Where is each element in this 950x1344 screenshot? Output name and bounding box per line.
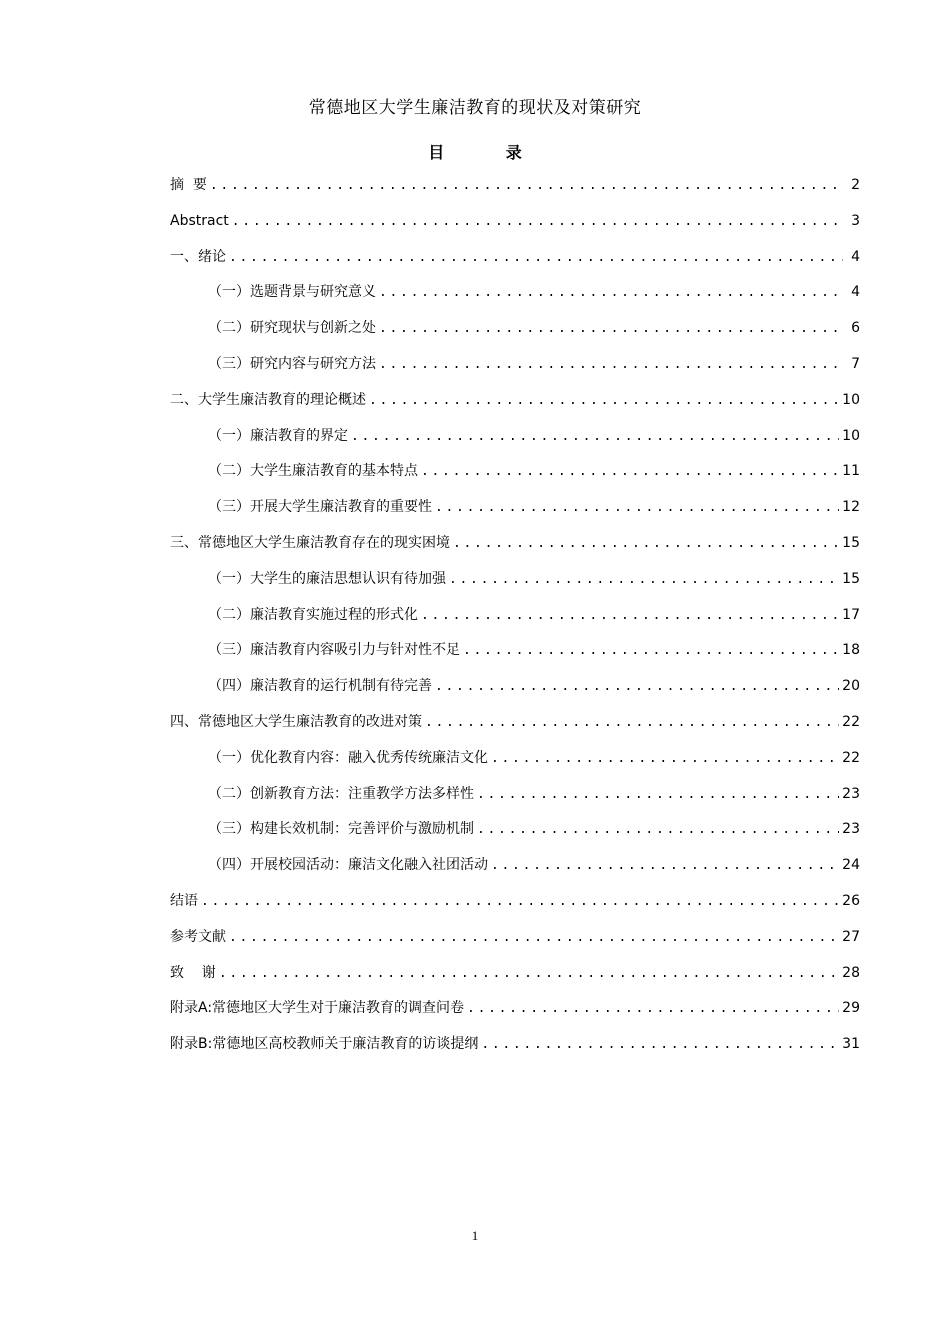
toc-entry-page: 3 [851, 212, 860, 229]
toc-entry-page: 29 [842, 1000, 860, 1017]
toc-entry-page: 7 [851, 355, 860, 372]
toc-entry-page: 10 [842, 391, 860, 408]
toc-dot-leader [467, 991, 839, 1027]
page-number: 1 [471, 1228, 479, 1243]
toc-dot-leader [477, 812, 839, 848]
toc-entry-page: 28 [842, 964, 860, 981]
toc-entry-label: 结语 [170, 892, 198, 909]
toc-entry-label: 四、常德地区大学生廉洁教育的改进对策 [170, 713, 422, 730]
toc-entry-label: Abstract [170, 212, 229, 229]
toc-entry-page: 18 [842, 642, 860, 659]
toc-entry-page: 4 [851, 248, 860, 265]
toc-entry[interactable] [170, 526, 860, 562]
toc-dot-leader [232, 204, 843, 240]
toc-entry[interactable] [170, 741, 860, 777]
toc-entry-page: 24 [842, 857, 860, 874]
toc-entry[interactable] [170, 669, 860, 705]
toc-entry[interactable] [170, 347, 860, 383]
toc-dot-leader [491, 848, 839, 884]
toc-entry-label: 三、常德地区大学生廉洁教育存在的现实困境 [170, 534, 450, 551]
toc-entry-label: （二）大学生廉洁教育的基本特点 [208, 463, 418, 480]
toc-entry-page: 22 [842, 749, 860, 766]
toc-entry-label: （二）创新教育方法：注重教学方法多样性 [208, 785, 474, 802]
toc-entry[interactable] [170, 168, 860, 204]
toc-entry-label: 致 谢 [170, 964, 216, 981]
toc-entry[interactable] [170, 884, 860, 920]
toc-entry-label: 附录A:常德地区大学生对于廉洁教育的调查问卷 [170, 1000, 465, 1017]
toc-dot-leader [201, 884, 839, 920]
toc-dot-leader [379, 311, 843, 347]
toc-dot-leader [435, 490, 839, 526]
toc-entry[interactable] [170, 311, 860, 347]
toc-entry-label: （三）廉洁教育内容吸引力与针对性不足 [208, 642, 460, 659]
toc-dot-leader [351, 419, 839, 455]
toc-dot-leader [210, 168, 843, 204]
toc-entry-label: （四）开展校园活动：廉洁文化融入社团活动 [208, 857, 488, 874]
toc-entry-page: 20 [842, 678, 860, 695]
toc-dot-leader [481, 1027, 839, 1063]
toc-entry-page: 26 [842, 892, 860, 909]
toc-dot-leader [491, 741, 839, 777]
toc-entry[interactable] [170, 812, 860, 848]
toc-entry-label: 一、绪论 [170, 248, 226, 265]
toc-entry-label: 二、大学生廉洁教育的理论概述 [170, 391, 366, 408]
toc-entry[interactable] [170, 419, 860, 455]
toc-entry-page: 6 [851, 320, 860, 337]
toc-entry[interactable] [170, 633, 860, 669]
toc-dot-leader [379, 347, 843, 383]
toc-entry-label: （二）廉洁教育实施过程的形式化 [208, 606, 418, 623]
toc-entry-page: 4 [851, 284, 860, 301]
toc-dot-leader [369, 383, 839, 419]
toc-entry-page: 31 [842, 1036, 860, 1053]
toc-entry-page: 12 [842, 499, 860, 516]
toc-entry-label: 参考文献 [170, 928, 226, 945]
toc-dot-leader [435, 669, 839, 705]
toc-entry[interactable] [170, 848, 860, 884]
toc-dot-leader [449, 562, 839, 598]
toc-dot-leader [229, 240, 843, 276]
toc-entry-label: （三）构建长效机制：完善评价与激励机制 [208, 821, 474, 838]
toc-entry-label: （三）开展大学生廉洁教育的重要性 [208, 499, 432, 516]
toc-entry-label: （一）优化教育内容：融入优秀传统廉洁文化 [208, 749, 488, 766]
table-of-contents [170, 168, 860, 1063]
toc-entry-page: 17 [842, 606, 860, 623]
toc-heading: 目 录 [428, 143, 550, 162]
toc-entry[interactable] [170, 383, 860, 419]
toc-entry-label: 摘 要 [170, 177, 207, 193]
toc-dot-leader [463, 633, 839, 669]
toc-dot-leader [421, 598, 839, 634]
toc-entry[interactable] [170, 705, 860, 741]
toc-entry-label: 附录B:常德地区高校教师关于廉洁教育的访谈提纲 [170, 1036, 479, 1053]
toc-entry[interactable] [170, 204, 860, 240]
toc-entry[interactable] [170, 275, 860, 311]
toc-entry-label: （一）选题背景与研究意义 [208, 284, 376, 301]
toc-dot-leader [421, 454, 839, 490]
toc-entry[interactable] [170, 562, 860, 598]
toc-entry[interactable] [170, 956, 860, 992]
toc-entry[interactable] [170, 920, 860, 956]
toc-entry-label: （二）研究现状与创新之处 [208, 320, 376, 337]
toc-entry[interactable] [170, 454, 860, 490]
toc-dot-leader [425, 705, 839, 741]
toc-entry-label: （一）大学生的廉洁思想认识有待加强 [208, 570, 446, 587]
toc-entry-page: 10 [842, 427, 860, 444]
toc-dot-leader [379, 275, 843, 311]
toc-dot-leader [229, 920, 839, 956]
toc-entry[interactable] [170, 991, 860, 1027]
toc-entry-page: 15 [842, 570, 860, 587]
toc-entry-page: 22 [842, 713, 860, 730]
toc-entry-page: 23 [842, 785, 860, 802]
toc-entry-label: （四）廉洁教育的运行机制有待完善 [208, 678, 432, 695]
toc-entry[interactable] [170, 240, 860, 276]
toc-entry-label: （一）廉洁教育的界定 [208, 427, 348, 444]
toc-entry[interactable] [170, 490, 860, 526]
toc-entry-page: 11 [842, 463, 860, 480]
toc-entry-page: 2 [851, 177, 860, 193]
toc-entry-page: 23 [842, 821, 860, 838]
toc-dot-leader [219, 956, 839, 992]
toc-entry[interactable] [170, 1027, 860, 1063]
document-title: 常德地区大学生廉洁教育的现状及对策研究 [308, 98, 642, 118]
toc-entry[interactable] [170, 598, 860, 634]
toc-entry-label: （三）研究内容与研究方法 [208, 355, 376, 372]
toc-entry-page: 27 [842, 928, 860, 945]
toc-dot-leader [453, 526, 839, 562]
toc-dot-leader [477, 777, 839, 813]
toc-entry-page: 15 [842, 534, 860, 551]
toc-entry[interactable] [170, 777, 860, 813]
